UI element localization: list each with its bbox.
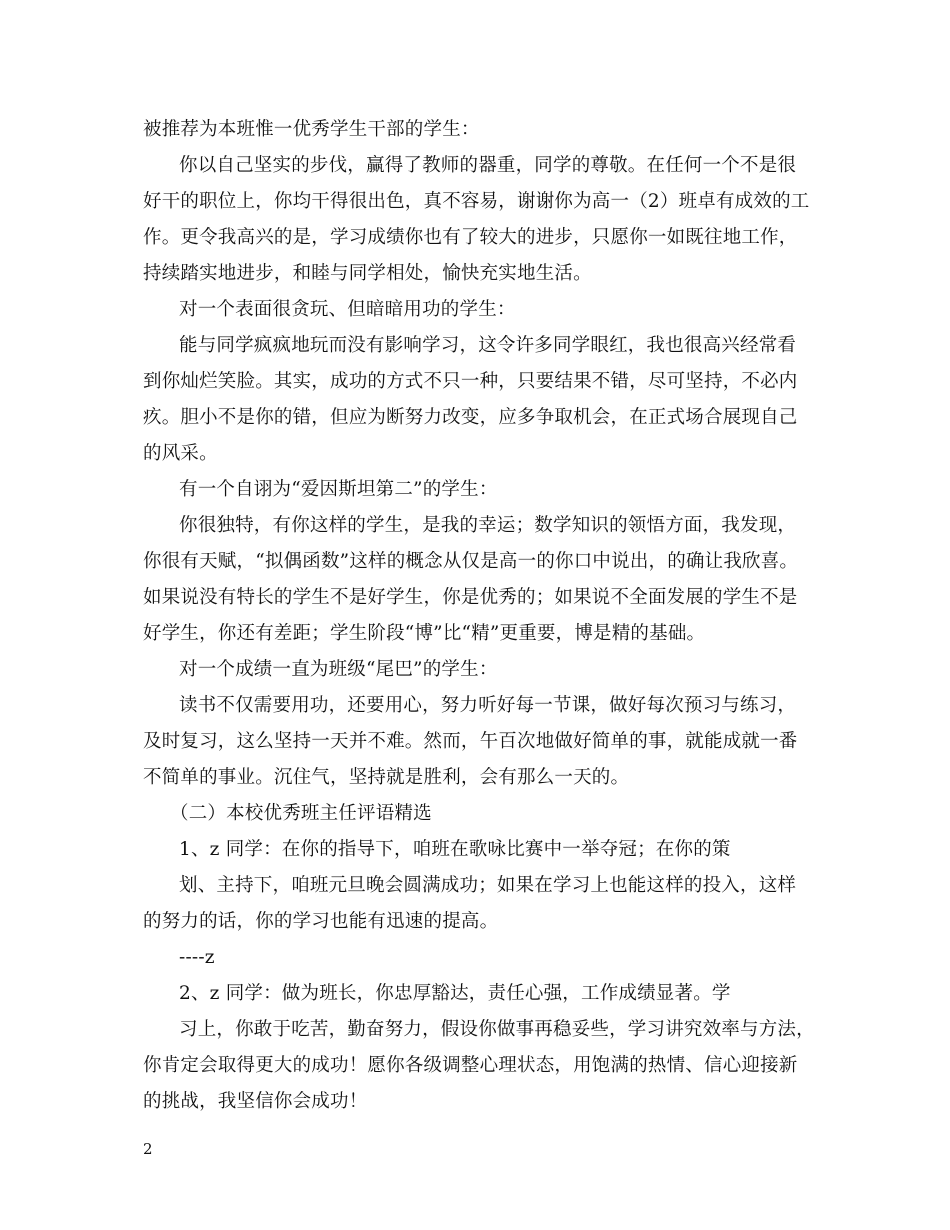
text-line: 有一个自诩为“爱因斯坦第二”的学生： [179, 479, 498, 500]
text-line: 到你灿烂笑脸。其实，成功的方式不只一种，只要结果不错，尽可坚持，不必内 [143, 371, 798, 392]
text-line: 你以自己坚实的步伐，赢得了教师的器重，同学的尊敬。在任何一个不是很 [179, 155, 797, 176]
text-line: 习上，你敢于吃苦，勤奋努力，假设你做事再稳妥些，学习讲究效率与方法， [179, 1019, 815, 1040]
text-line: 的风采。 [143, 443, 218, 464]
text-line: 疚。胆小不是你的错，但应为断努力改变，应多争取机会，在正式场合展现自己 [143, 407, 798, 428]
text-line: 不简单的事业。沉住气，坚持就是胜利，会有那么一天的。 [143, 767, 630, 788]
text-line: 好学生，你还有差距；学生阶段“博”比“精”更重要，博是精的基础。 [143, 623, 706, 644]
text-line: 及时复习，这么坚持一天并不难。然而，午百次地做好简单的事，就能成就一番 [143, 731, 798, 752]
text-line: 对一个成绩一直为班级“尾巴”的学生： [179, 659, 498, 680]
signature-line: ----z [179, 947, 215, 968]
text-line: 读书不仅需要用功，还要用心，努力听好每一节课，做好每次预习与练习， [179, 695, 797, 716]
text-line: 被推荐为本班惟一优秀学生干部的学生： [143, 119, 480, 140]
text-line: 作。更令我高兴的是，学习成绩你也有了较大的进步，只愿你一如既往地工作， [143, 227, 798, 248]
text-line: 如果说没有特长的学生不是好学生，你是优秀的；如果说不全面发展的学生不是 [143, 587, 798, 608]
text-line: 好干的职位上，你均干得很出色，真不容易，谢谢你为高一（2）班卓有成效的工 [143, 191, 810, 212]
text-line: 划、主持下，咱班元旦晚会圆满成功；如果在学习上也能这样的投入，这样 [179, 875, 797, 896]
text-line: 你很有天赋，“拟偶函数”这样的概念从仅是高一的你口中说出，的确让我欣喜。 [143, 551, 799, 572]
section-heading: （二）本校优秀班主任评语精选 [170, 803, 432, 824]
text-line: 的努力的话，你的学习也能有迅速的提高。 [143, 911, 499, 932]
text-line: 你很独特，有你这样的学生，是我的幸运；数学知识的领悟方面，我发现， [179, 515, 797, 536]
text-line: 能与同学疯疯地玩而没有影响学习，这令许多同学眼红，我也很高兴经常看 [179, 335, 797, 356]
text-line: 2、z 同学：做为班长，你忠厚豁达，责任心强，工作成绩显著。学 [179, 983, 731, 1004]
text-line: 的挑战，我坚信你会成功！ [143, 1091, 368, 1112]
text-line: 1、z 同学：在你的指导下，咱班在歌咏比赛中一举夺冠；在你的策 [179, 839, 731, 860]
text-line: 持续踏实地进步，和睦与同学相处，愉快充实地生活。 [143, 263, 592, 284]
text-line: 对一个表面很贪玩、但暗暗用功的学生： [179, 299, 516, 320]
page-number: 2 [143, 1140, 153, 1158]
text-line: 你肯定会取得更大的成功！愿你各级调整心理状态，用饱满的热情、信心迎接新 [143, 1055, 798, 1076]
